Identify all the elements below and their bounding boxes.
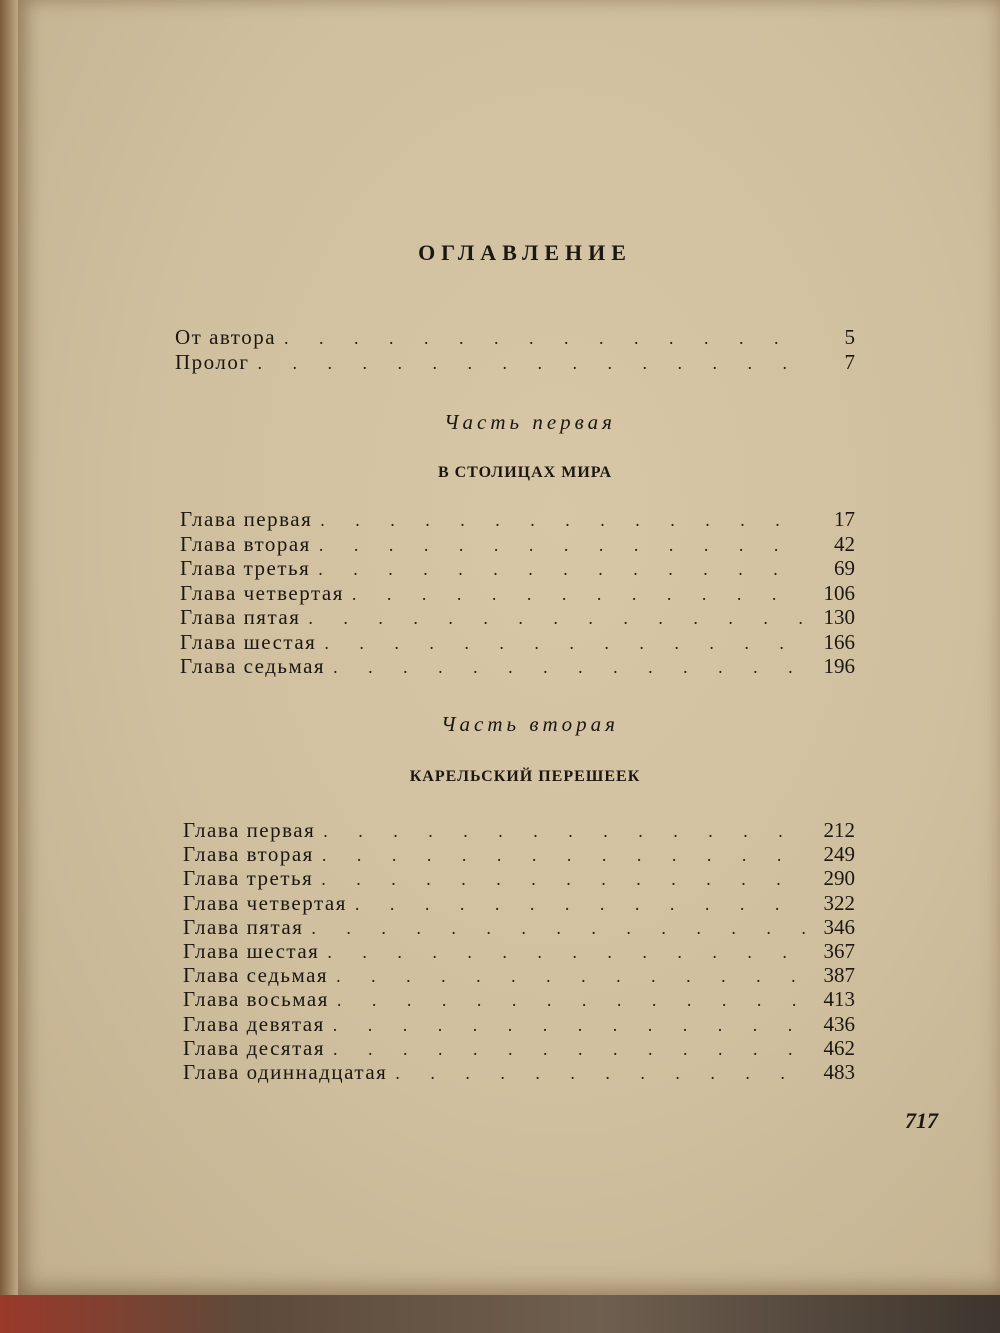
toc-entry-page: 413 (823, 987, 855, 1012)
toc-entry-page: 346 (823, 914, 855, 939)
toc-leader-dots (333, 1037, 807, 1062)
toc-entry-page: 166 (823, 629, 855, 654)
toc-entry-label: Глава четвертая (183, 890, 347, 915)
toc-entry-label: Глава первая (183, 818, 316, 842)
toc-entry-label: Глава седьмая (180, 654, 326, 678)
toc-entry-label: Глава девятая (183, 1011, 325, 1036)
part-one-heading: Часть первая (444, 410, 616, 434)
toc-leader-dots (284, 326, 807, 351)
toc-entry-page: 367 (823, 939, 855, 963)
toc-leader-dots (322, 843, 807, 868)
toc-chapter-entry (183, 939, 855, 964)
toc-entry-page: 106 (823, 580, 855, 605)
toc-entry-label: Глава третья (183, 866, 314, 891)
toc-chapter-entry (183, 818, 855, 843)
toc-leader-dots (336, 964, 807, 989)
toc-entry-page: 69 (834, 556, 855, 580)
toc-chapter-entry (180, 654, 855, 679)
toc-chapter-entry (183, 987, 855, 1012)
toc-leader-dots (257, 351, 807, 376)
toc-chapter-entry (183, 1012, 855, 1037)
toc-leader-dots (333, 655, 807, 680)
toc-chapter-entry (180, 507, 855, 532)
toc-chapter-entry (180, 630, 855, 655)
toc-entry-label: Глава вторая (183, 842, 314, 867)
part-two-section-heading: КАРЕЛЬСКИЙ ПЕРЕШЕЕК (409, 768, 641, 785)
toc-entry-label: Глава пятая (180, 605, 301, 629)
toc-entry-label: Глава восьмая (183, 987, 329, 1012)
toc-entry-label: Глава пятая (183, 914, 304, 939)
toc-entry-label: Глава одиннадцатая (183, 1060, 388, 1084)
toc-entry-label: Глава четвертая (180, 580, 344, 605)
toc-entry-from-author (175, 325, 855, 350)
toc-entry-label: Глава шестая (180, 629, 317, 654)
toc-chapter-entry (183, 842, 855, 867)
toc-entry-label: Глава седьмая (183, 963, 329, 988)
toc-entry-page: 17 (834, 507, 855, 531)
toc-entry-label: Глава вторая (180, 531, 311, 556)
toc-leader-dots (324, 631, 807, 656)
toc-chapter-entry (180, 581, 855, 606)
toc-entry-page: 130 (823, 605, 855, 629)
toc-entry-label: От автора (175, 325, 277, 349)
toc-entry-page: 196 (823, 654, 855, 678)
toc-chapter-entry (180, 532, 855, 557)
toc-leader-dots (333, 1013, 807, 1038)
toc-entry-label: Глава третья (180, 556, 311, 580)
toc-chapter-entry (183, 1060, 855, 1085)
table-surface (0, 1295, 1000, 1333)
toc-chapter-entry (183, 915, 855, 940)
toc-leader-dots (337, 988, 807, 1013)
toc-leader-dots (320, 508, 807, 533)
toc-entry-page: 7 (844, 350, 855, 374)
part-two-heading: Часть вторая (441, 712, 619, 736)
page-number: 717 (905, 1108, 938, 1133)
toc-entry-page: 483 (823, 1060, 855, 1084)
toc-entry-label: Глава шестая (183, 939, 320, 963)
toc-leader-dots (327, 940, 807, 965)
toc-chapter-entry (183, 1036, 855, 1061)
toc-chapter-entry (183, 891, 855, 916)
toc-entry-page: 387 (823, 963, 855, 988)
toc-entry-page: 5 (844, 325, 855, 349)
toc-entry-page: 436 (823, 1011, 855, 1036)
toc-entry-page: 42 (834, 531, 855, 556)
toc-chapter-entry (180, 556, 855, 581)
toc-leader-dots (308, 606, 807, 631)
toc-leader-dots (321, 867, 807, 892)
toc-entry-page: 212 (823, 818, 855, 842)
toc-chapter-entry (180, 605, 855, 630)
toc-entry-page: 249 (823, 842, 855, 867)
toc-leader-dots (355, 892, 807, 917)
toc-leader-dots (311, 916, 807, 941)
part-one-section-heading: В СТОЛИЦАХ МИРА (437, 464, 613, 481)
toc-chapter-entry (183, 866, 855, 891)
toc-leader-dots (319, 533, 807, 558)
toc-leader-dots (318, 557, 807, 582)
page-title: ОГЛАВЛЕНИЕ (418, 240, 632, 265)
toc-entry-page: 290 (823, 866, 855, 891)
toc-chapter-entry (183, 963, 855, 988)
toc-leader-dots (323, 819, 807, 844)
toc-entry-prologue (175, 350, 855, 375)
toc-entry-label: Глава десятая (183, 1035, 325, 1060)
toc-entry-label: Глава первая (180, 507, 313, 531)
toc-entry-page: 322 (823, 890, 855, 915)
toc-leader-dots (395, 1061, 807, 1086)
toc-entry-label: Пролог (175, 350, 250, 374)
toc-entry-page: 462 (823, 1035, 855, 1060)
toc-leader-dots (352, 582, 807, 607)
